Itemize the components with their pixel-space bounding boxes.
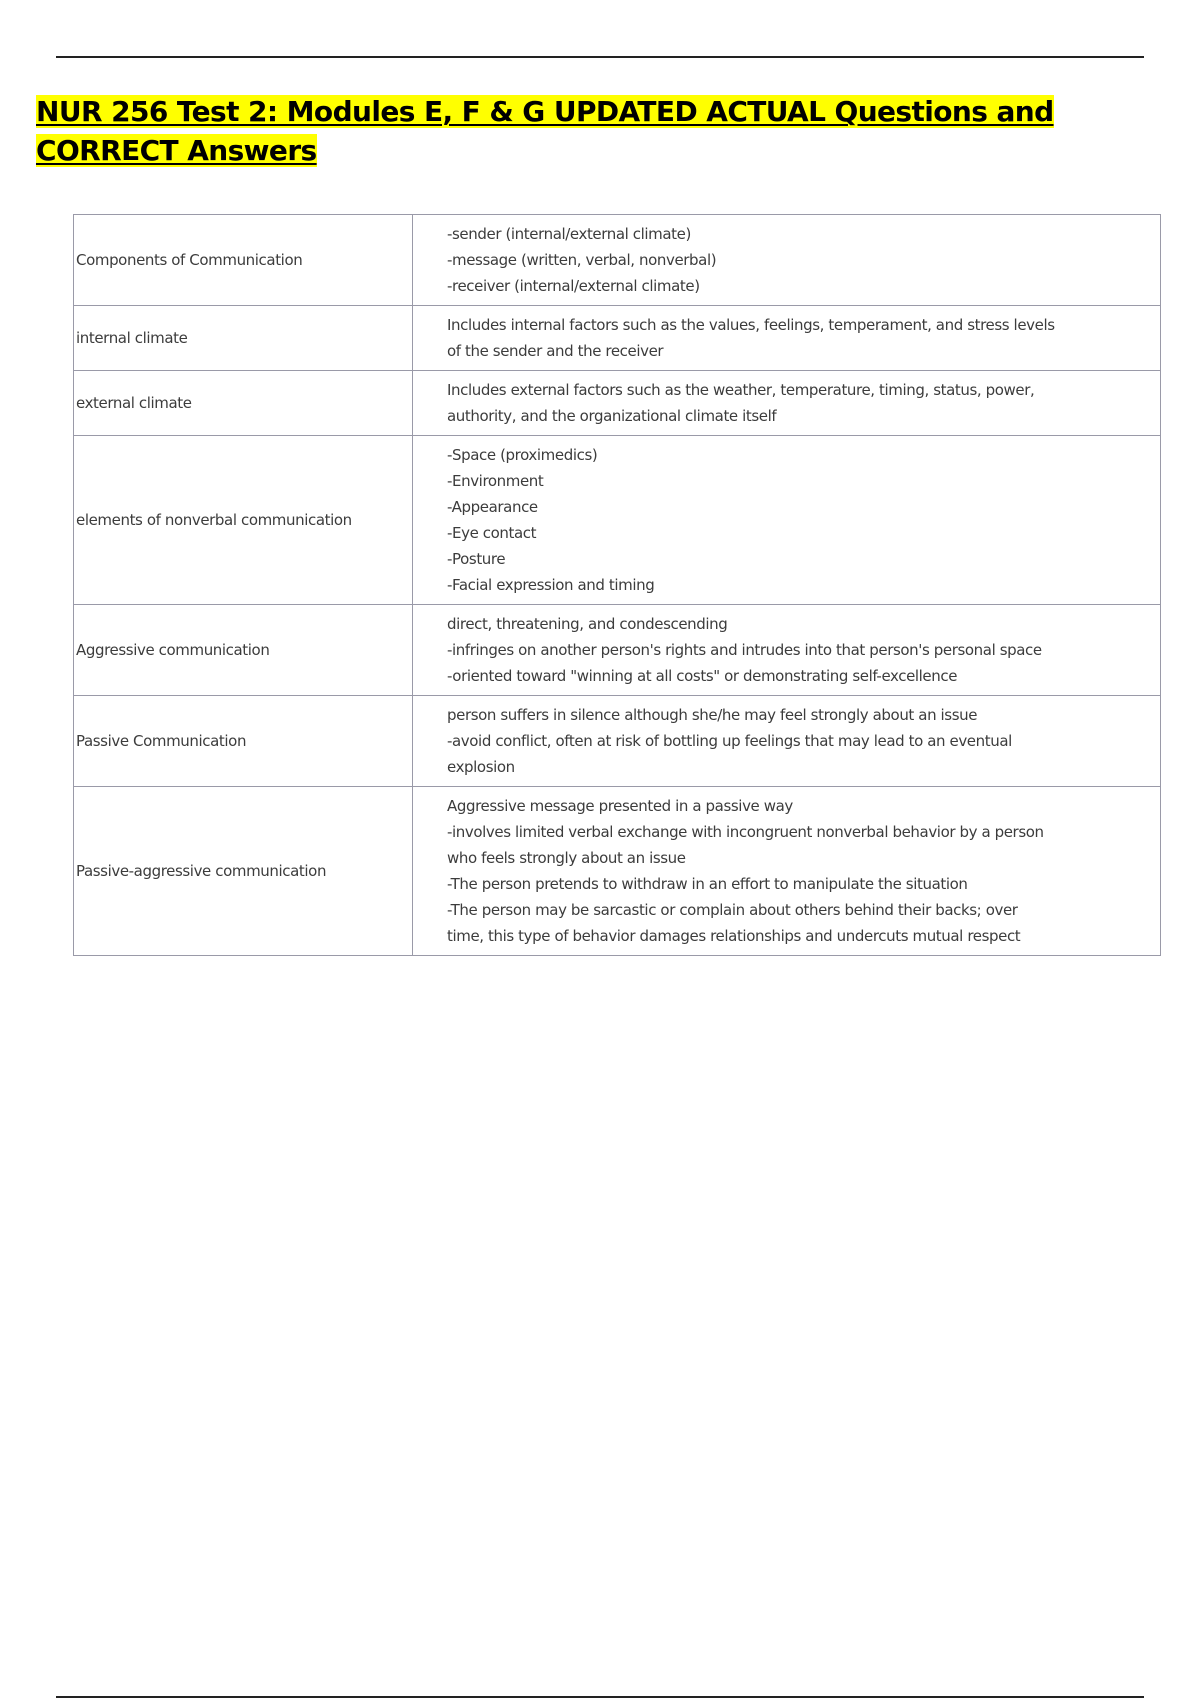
- table-row: [74, 787, 1161, 956]
- definition-line: -infringes on another person's rights and intrudes into that person's personal space: [447, 641, 1042, 659]
- definition-line: -receiver (internal/external climate): [447, 277, 700, 295]
- document-title-text: NUR 256 Test 2: Modules E, F & G UPDATED ACTUAL Questions and CORRECT Answers: [36, 95, 1054, 167]
- row-definition: [413, 696, 1161, 787]
- definition-line: -Posture: [447, 550, 506, 568]
- table-row: [74, 371, 1161, 436]
- definition-line: Aggressive message presented in a passive way: [447, 797, 793, 815]
- row-term: external climate: [74, 371, 413, 436]
- table-row: [74, 696, 1161, 787]
- qa-table: [73, 214, 1161, 956]
- definition-line: -The person may be sarcastic or complain about others behind their backs; over: [447, 901, 1018, 919]
- footer-rule: [56, 1696, 1144, 1698]
- definition-line: who feels strongly about an issue: [447, 849, 686, 867]
- qa-table-body: [74, 215, 1161, 956]
- definition-line: -Space (proximedics): [447, 446, 598, 464]
- row-definition: [413, 306, 1161, 371]
- definition-line: Includes external factors such as the weather, temperature, timing, status, power,: [447, 381, 1035, 399]
- definition-line: person suffers in silence although she/he may feel strongly about an issue: [447, 706, 978, 724]
- row-term: Aggressive communication: [74, 605, 413, 696]
- document-title: [36, 92, 1166, 170]
- row-definition: [413, 605, 1161, 696]
- table-row: [74, 436, 1161, 605]
- definition-line: -Eye contact: [447, 524, 537, 542]
- definition-line: -Appearance: [447, 498, 538, 516]
- definition-line: -message (written, verbal, nonverbal): [447, 251, 717, 269]
- row-definition: [413, 215, 1161, 306]
- definition-line: -avoid conflict, often at risk of bottling up feelings that may lead to an eventual: [447, 732, 1012, 750]
- row-term: elements of nonverbal communication: [74, 436, 413, 605]
- row-term: Components of Communication: [74, 215, 413, 306]
- definition-line: Includes internal factors such as the values, feelings, temperament, and stress levels: [447, 316, 1055, 334]
- row-term: Passive Communication: [74, 696, 413, 787]
- row-definition: [413, 371, 1161, 436]
- table-row: [74, 605, 1161, 696]
- definition-line: authority, and the organizational climate itself: [447, 407, 777, 425]
- definition-line: -Environment: [447, 472, 544, 490]
- definition-line: time, this type of behavior damages relationships and undercuts mutual respect: [447, 927, 1021, 945]
- row-definition: [413, 787, 1161, 956]
- row-term: internal climate: [74, 306, 413, 371]
- definition-line: direct, threatening, and condescending: [447, 615, 728, 633]
- definition-line: -involves limited verbal exchange with incongruent nonverbal behavior by a person: [447, 823, 1044, 841]
- definition-line: -The person pretends to withdraw in an effort to manipulate the situation: [447, 875, 968, 893]
- definition-line: -sender (internal/external climate): [447, 225, 691, 243]
- definition-line: of the sender and the receiver: [447, 342, 664, 360]
- definition-line: -oriented toward "winning at all costs" or demonstrating self-excellence: [447, 667, 958, 685]
- table-row: [74, 215, 1161, 306]
- row-term: Passive-aggressive communication: [74, 787, 413, 956]
- table-row: [74, 306, 1161, 371]
- definition-line: -Facial expression and timing: [447, 576, 655, 594]
- row-definition: [413, 436, 1161, 605]
- header-rule: [56, 56, 1144, 58]
- definition-line: explosion: [447, 758, 515, 776]
